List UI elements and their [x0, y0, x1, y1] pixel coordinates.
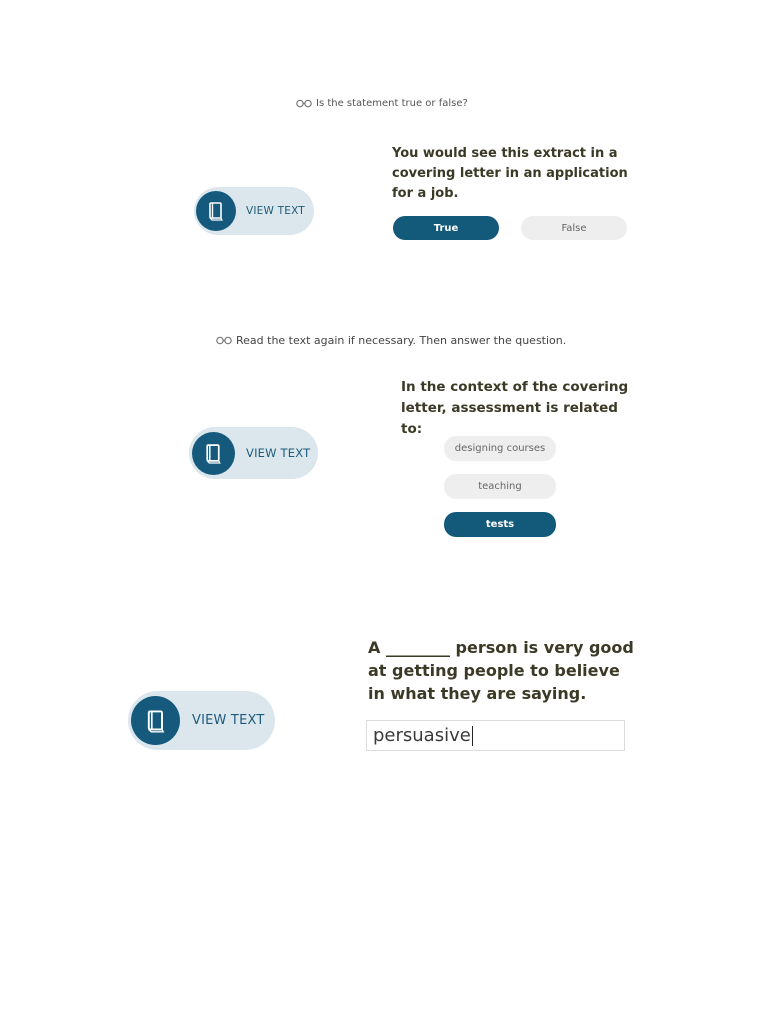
question-1: You would see this extract in a covering letter in an application for a job.	[392, 146, 628, 202]
book-icon-circle	[192, 432, 235, 475]
text-caret	[472, 726, 473, 746]
answer-value: persuasive	[373, 725, 471, 746]
instruction-2	[216, 334, 566, 347]
designing-courses-option[interactable]: designing courses	[444, 436, 556, 461]
view-text-label: VIEW TEXT	[246, 205, 305, 217]
false-option[interactable]: False	[521, 216, 627, 240]
question-2: In the context of the covering letter, assessment is related to:	[401, 379, 629, 437]
book-icon	[204, 443, 223, 464]
true-option[interactable]: True	[393, 216, 499, 240]
instruction-text: Read the text again if necessary. Then answer the question.	[236, 334, 567, 347]
tests-option[interactable]: tests	[444, 512, 556, 537]
glasses-icon	[216, 336, 232, 345]
view-text-button[interactable]	[189, 427, 318, 479]
teaching-option[interactable]: teaching	[444, 474, 556, 499]
view-text-label: VIEW TEXT	[246, 446, 311, 460]
answer-field[interactable]	[366, 720, 625, 751]
book-icon	[145, 709, 167, 733]
instruction-text: Is the statement true or false?	[316, 98, 468, 109]
view-text-label: VIEW TEXT	[192, 713, 265, 728]
instruction-1	[296, 98, 468, 109]
glasses-icon	[296, 99, 312, 108]
question-3: A ________ person is very good at getting people to believe in what they are saying.	[368, 638, 634, 704]
view-text-button[interactable]	[194, 187, 314, 235]
view-text-button[interactable]	[128, 691, 275, 750]
book-icon	[207, 201, 225, 221]
book-icon-circle	[196, 191, 236, 231]
book-icon-circle	[131, 696, 180, 745]
